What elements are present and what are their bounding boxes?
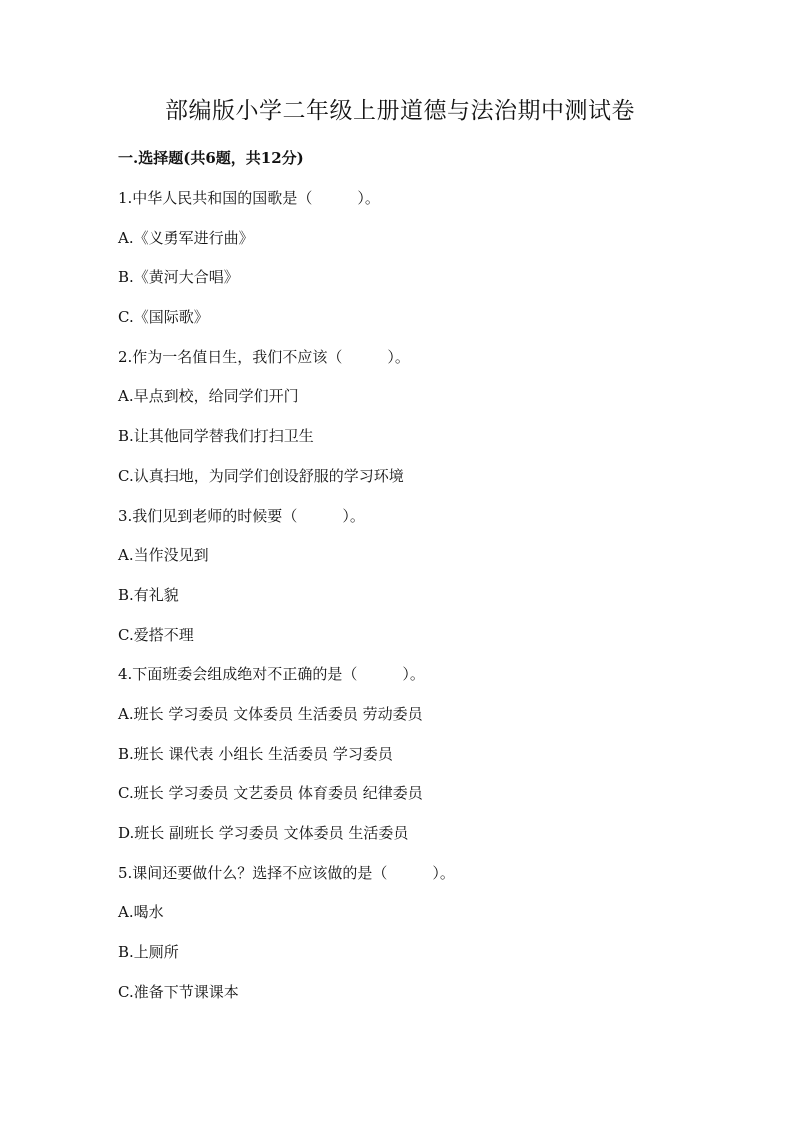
question-3-option-b: B.有礼貌 [118, 585, 179, 604]
question-4-option-c: C.班长 学习委员 文艺委员 体育委员 纪律委员 [118, 784, 423, 803]
question-5-option-c: C.准备下节课课本 [118, 982, 239, 1001]
question-2-option-b: B.让其他同学替我们打扫卫生 [118, 427, 314, 446]
question-list [118, 187, 758, 1020]
question-2-option-a: A.早点到校，给同学们开门 [118, 387, 299, 406]
question-4-option-d: D.班长 副班长 学习委员 文体委员 生活委员 [118, 824, 409, 842]
question-5-option-b: B.上厕所 [118, 943, 179, 962]
question-4-stem: 4.下面班委会组成绝对不正确的是（ ）。 [118, 665, 425, 684]
question-2-option-c: C.认真扫地，为同学们创设舒服的学习环境 [118, 466, 404, 485]
question-5-option-a: A.喝水 [118, 903, 164, 922]
question-1-option-b: B.《黄河大合唱》 [118, 268, 239, 287]
question-1-option-c: C.《国际歌》 [118, 308, 209, 327]
question-5-stem: 5.课间还要做什么？选择不应该做的是（ ）。 [118, 863, 455, 882]
question-3-option-c: C.爱搭不理 [118, 625, 194, 644]
question-3-stem: 3.我们见到老师的时候要（ ）。 [118, 506, 365, 525]
question-3-option-a: A.当作没见到 [118, 546, 209, 565]
question-1-stem: 1.中华人民共和国的国歌是（ ）。 [118, 189, 380, 207]
question-1-option-a: A.《义勇军进行曲》 [118, 228, 254, 247]
exam-title: 部编版小学二年级上册道德与法治期中测试卷 [165, 98, 635, 124]
question-4-option-a: A.班长 学习委员 文体委员 生活委员 劳动委员 [118, 704, 423, 723]
section-heading: 一.选择题(共6题，共12分) [118, 149, 304, 167]
question-4-option-b: B.班长 课代表 小组长 生活委员 学习委员 [118, 744, 393, 763]
question-2-stem: 2.作为一名值日生，我们不应该（ ）。 [118, 347, 410, 366]
